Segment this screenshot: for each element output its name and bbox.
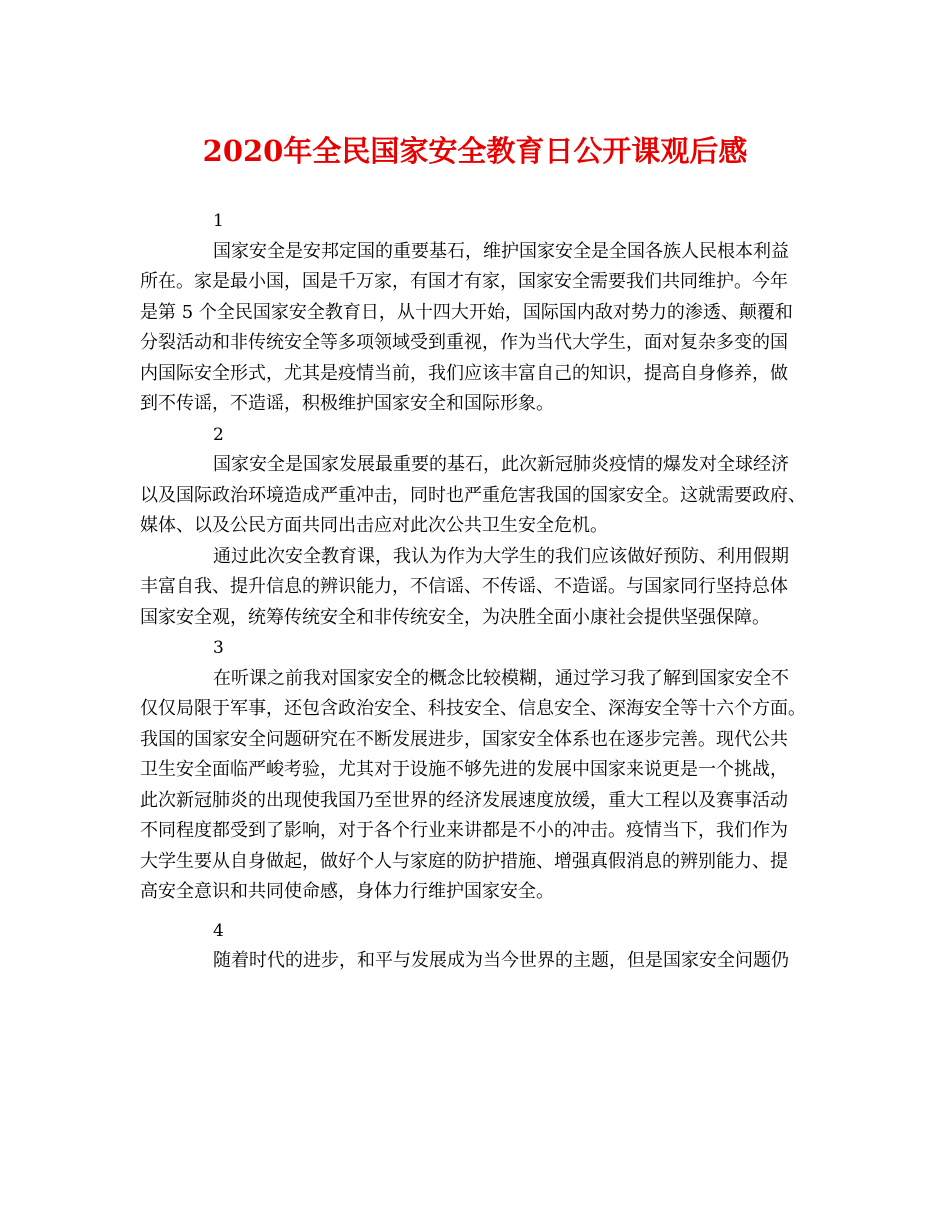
- text-line: 是第 5 个全民国家安全教育日，从十四大开始，国际国内敌对势力的渗透、颠覆和: [140, 301, 793, 323]
- section-paragraph: [140, 542, 812, 634]
- text-line: 媒体、以及公民方面共同出击应对此次公共卫生安全危机。: [140, 515, 608, 536]
- text-line: 分裂活动和非传统安全等多项领域受到重视，作为当代大学生，面对复杂多变的国: [140, 332, 788, 353]
- section-paragraph: [140, 450, 812, 542]
- text-line: 通过此次安全教育课，我认为作为大学生的我们应该做好预防、利用假期: [213, 545, 789, 567]
- text-line: 卫生安全面临严峻考验，尤其对于设施不够先进的发展中国家来说更是一个挑战，: [140, 759, 788, 780]
- section-paragraph: [140, 237, 812, 420]
- document-body: [140, 206, 812, 977]
- text-line: 仅仅局限于军事，还包含政治安全、科技安全、信息安全、深海安全等十六个方面。: [140, 698, 806, 719]
- section-number: 4: [213, 920, 224, 941]
- text-line: 所在。家是最小国，国是千万家，有国才有家，国家安全需要我们共同维护。今年: [140, 271, 788, 292]
- text-line: 以及国际政治环境造成严重冲击，同时也严重危害我国的国家安全。这就需要政府、: [140, 484, 806, 506]
- text-line: 国家安全观，统筹传统安全和非传统安全，为决胜全面小康社会提供坚强保障。: [140, 606, 770, 628]
- text-line: 内国际安全形式，尤其是疫情当前，我们应该丰富自己的知识，提高自身修养，做: [140, 362, 788, 384]
- text-line: 丰富自我、提升信息的辨识能力，不信谣、不传谣、不造谣。与国家同行坚持总体: [140, 576, 788, 597]
- text-line: 此次新冠肺炎的出现使我国乃至世界的经济发展速度放缓，重大工程以及赛事活动: [140, 789, 788, 811]
- section-paragraph: [140, 946, 812, 977]
- text-line: 随着时代的进步，和平与发展成为当今世界的主题，但是国家安全问题仍: [213, 950, 789, 971]
- text-line: 在听课之前我对国家安全的概念比较模糊，通过学习我了解到国家安全不: [213, 667, 789, 689]
- text-line: 国家安全是国家发展最重要的基石，此次新冠肺炎疫情的爆发对全球经济: [213, 454, 789, 475]
- text-line: 到不传谣，不造谣，积极维护国家安全和国际形象。: [140, 393, 554, 414]
- text-line: 高安全意识和共同使命感，身体力行维护国家安全。: [140, 881, 554, 902]
- section-paragraph: [140, 664, 812, 908]
- text-line: 国家安全是安邦定国的重要基石，维护国家安全是全国各族人民根本利益: [213, 240, 789, 262]
- section-number: 3: [213, 638, 224, 658]
- text-line: 大学生要从自身做起，做好个人与家庭的防护措施、增强真假消息的辨别能力、提: [140, 850, 788, 872]
- text-line: 我国的国家安全问题研究在不断发展进步，国家安全体系也在逐步完善。现代公共: [140, 728, 788, 750]
- document-title: 2020年全民国家安全教育日公开课观后感: [202, 134, 748, 168]
- section-number: 1: [213, 211, 224, 231]
- section-number: 2: [213, 424, 224, 445]
- text-line: 不同程度都受到了影响，对于各个行业来讲都是不小的冲击。疫情当下，我们作为: [140, 820, 788, 841]
